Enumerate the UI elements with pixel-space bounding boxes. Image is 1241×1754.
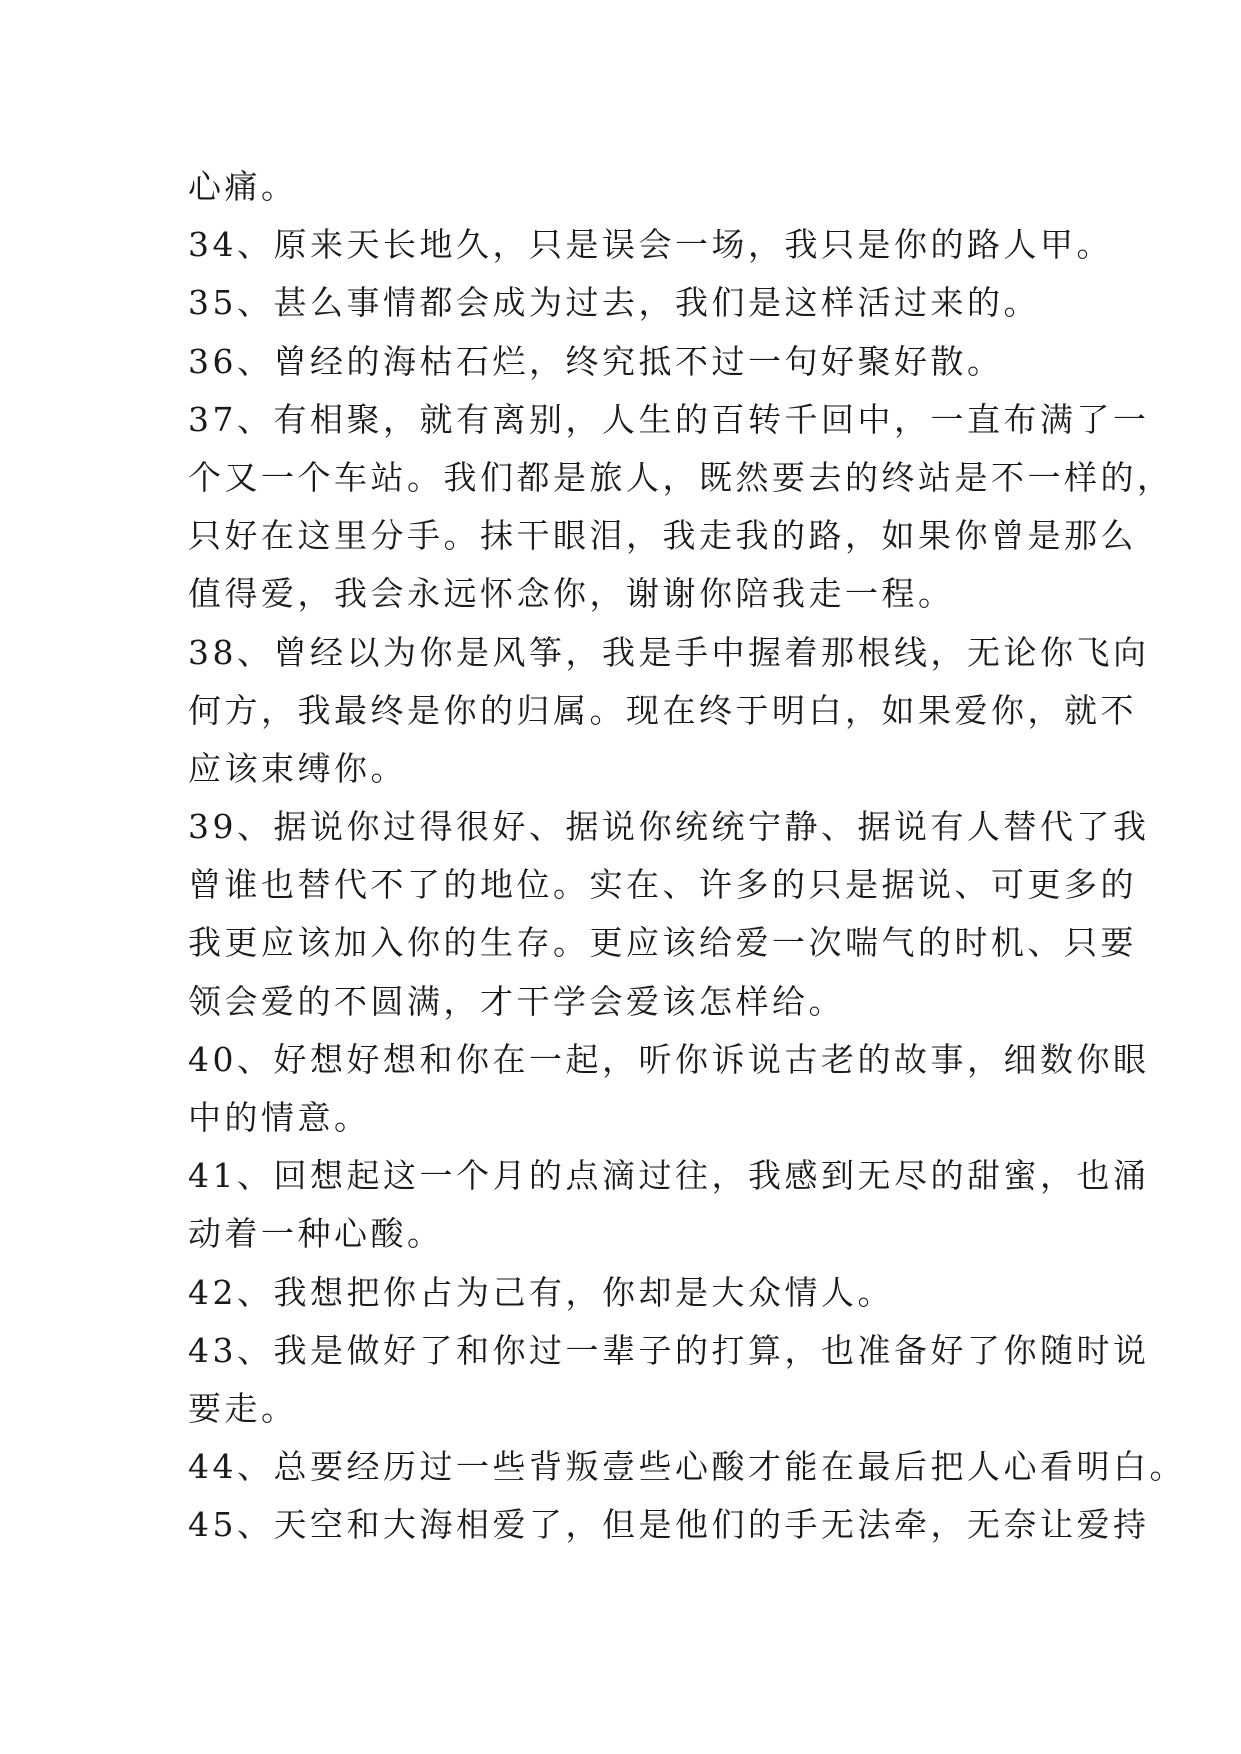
text-line: 40、好想好想和你在一起，听你诉说古老的故事，细数你眼 (188, 1039, 1150, 1079)
text-line: 36、曾经的海枯石烂，终究抵不过一句好聚好散。 (188, 341, 1004, 381)
text-line: 43、我是做好了和你过一辈子的打算，也准备好了你随时说 (188, 1330, 1150, 1370)
text-line: 曾谁也替代不了的地位。实在、许多的只是据说、可更多的 (188, 865, 1137, 905)
text-line: 我更应该加入你的生存。更应该给爱一次喘气的时机、只要 (188, 923, 1137, 963)
text-line: 值得爱，我会永远怀念你，谢谢你陪我走一程。 (188, 574, 955, 614)
text-line: 要走。 (188, 1388, 298, 1428)
text-line: 只好在这里分手。抹干眼泪，我走我的路，如果你曾是那么 (188, 516, 1137, 556)
text-line: 38、曾经以为你是风筝，我是手中握着那根线，无论你飞向 (188, 632, 1150, 672)
text-line: 42、我想把你占为己有，你却是大众情人。 (188, 1272, 894, 1312)
text-line: 何方，我最终是你的归属。现在终于明白，如果爱你，就不 (188, 690, 1137, 730)
text-line: 中的情意。 (188, 1098, 371, 1137)
text-line: 34、原来天长地久，只是误会一场，我只是你的路人甲。 (188, 225, 1113, 265)
text-line: 37、有相聚，就有离别，人生的百转千回中，一直布满了一 (188, 399, 1150, 439)
text-line: 45、天空和大海相爱了，但是他们的手无法牵，无奈让爱持 (188, 1505, 1150, 1545)
text-line: 个又一个车站。我们都是旅人，既然要去的终站是不一样的， (188, 457, 1174, 497)
text-line: 心痛。 (188, 167, 298, 206)
text-line: 35、甚么事情都会成为过去，我们是这样活过来的。 (188, 283, 1040, 323)
document-body (188, 158, 1186, 1555)
text-line: 44、总要经历过一些背叛壹些心酸才能在最后把人心看明白。 (188, 1447, 1186, 1487)
text-line: 应该束缚你。 (188, 748, 407, 788)
text-line: 动着一种心酸。 (188, 1214, 444, 1254)
text-line: 41、回想起这一个月的点滴过往，我感到无尽的甜蜜，也涌 (188, 1156, 1150, 1196)
text-line: 领会爱的不圆满，才干学会爱该怎样给。 (188, 981, 845, 1021)
text-line: 39、据说你过得很好、据说你统统宁静、据说有人替代了我 (188, 807, 1150, 847)
